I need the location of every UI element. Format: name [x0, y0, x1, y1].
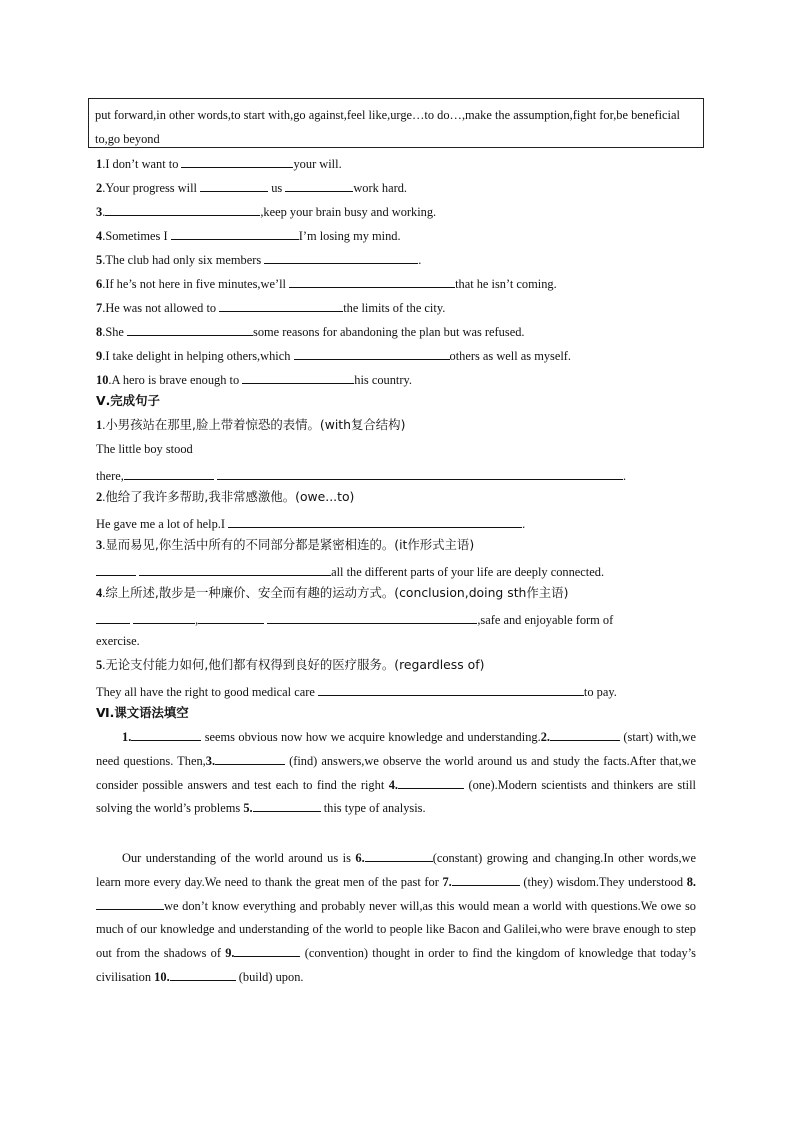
answer-blank[interactable] — [234, 944, 300, 957]
item-number: 6 — [96, 277, 103, 291]
blank-number: 3. — [205, 753, 216, 768]
p4-item-6: 6.If he’s not here in five minutes,we’ll that he isn’t coming. — [96, 277, 557, 291]
answer-blank[interactable] — [242, 371, 354, 384]
answer-blank[interactable] — [96, 897, 164, 910]
answer-blank[interactable] — [181, 155, 293, 168]
answer-blank[interactable] — [228, 515, 522, 528]
item-text: She — [105, 325, 127, 339]
item-text: work hard. — [353, 181, 408, 195]
answer-blank[interactable] — [198, 611, 264, 624]
item-number: 8 — [96, 325, 103, 339]
p5-item-1-prompt: 1.小男孩站在那里,脸上带着惊恐的表情。(with复合结构) — [96, 417, 406, 432]
answer-blank[interactable] — [170, 968, 236, 981]
passage-text: Our understanding of the world around us is — [122, 851, 356, 865]
answer-blank[interactable] — [96, 563, 136, 576]
answer-blank[interactable] — [294, 347, 450, 360]
blank-number: 9. — [225, 946, 235, 961]
p4-item-5: 5.The club had only six members . — [96, 253, 422, 267]
passage-text: seems obvious now how we acquire knowledge and understanding. — [201, 730, 541, 744]
blank-number: 1. — [122, 730, 132, 744]
item-text: I’m losing my mind. — [298, 229, 401, 243]
blank-number: 8. — [686, 874, 696, 889]
p5-item-1-line1: The little boy stood — [96, 442, 193, 456]
item-text: . — [622, 469, 627, 483]
item-text: Your progress will — [105, 181, 201, 195]
item-text: your will. — [293, 157, 342, 171]
p4-item-9: 9.I take delight in helping others,which others as well as myself. — [96, 349, 572, 363]
item-number: 10 — [96, 373, 109, 387]
chinese-prompt: 小男孩站在那里,脸上带着惊恐的表情。(with复合结构) — [105, 417, 406, 432]
answer-blank[interactable] — [550, 728, 620, 741]
p5-item-4-line1: , ,safe and enjoyable form of — [96, 611, 613, 626]
p4-item-8: 8.She some reasons for abandoning the plan but was refused. — [96, 325, 525, 339]
answer-blank[interactable] — [200, 179, 268, 192]
chinese-prompt: 综上所述,散步是一种廉价、安全而有趣的运动方式。(conclusion,doing sth作主语) — [105, 585, 569, 600]
answer-blank[interactable] — [171, 227, 299, 240]
item-text: . — [522, 517, 526, 531]
item-number: 4 — [96, 586, 103, 600]
p5-item-4-line2: exercise. — [96, 634, 140, 648]
p5-item-3-prompt: 3.显而易见,你生活中所有的不同部分都是紧密相连的。(it作形式主语) — [96, 537, 475, 552]
answer-blank[interactable] — [264, 251, 418, 264]
item-number: 2 — [96, 490, 103, 504]
passage-text: (one).Modern scientists and thinkers are still solving the world’s problems — [96, 777, 696, 816]
item-text: his country. — [354, 373, 412, 387]
answer-blank[interactable] — [105, 203, 260, 216]
answer-blank[interactable] — [267, 611, 477, 624]
answer-blank[interactable] — [215, 752, 285, 765]
answer-blank[interactable] — [127, 323, 253, 336]
item-text: A hero is brave enough to — [111, 373, 243, 387]
p4-item-2: 2.Your progress will us work hard. — [96, 181, 408, 195]
passage-text: (find) answers,we observe the world around us and study the facts.After that,we consider possible answers and test each to find the right — [96, 753, 697, 792]
item-text: ,safe and enjoyable form of — [477, 613, 614, 627]
p5-item-3-line1 — [96, 563, 604, 578]
passage-paragraph-2 — [96, 847, 696, 990]
passage-text: (build) upon. — [238, 969, 304, 984]
p5-item-2-line1 — [96, 515, 525, 530]
item-number: 5 — [96, 658, 103, 672]
chinese-prompt: 他给了我许多帮助,我非常感激他。(owe...to) — [105, 489, 355, 504]
answer-blank[interactable] — [289, 275, 455, 288]
blank-number: 6. — [355, 851, 365, 865]
p5-item-5-prompt: 5.无论支付能力如何,他们都有权得到良好的医疗服务。(regardless of) — [96, 657, 485, 672]
blank-number: 4. — [388, 777, 398, 792]
p4-item-7: 7.He was not allowed to the limits of the city. — [96, 301, 446, 315]
item-number: 5 — [96, 253, 103, 267]
p4-item-10: 10.A hero is brave enough to his country. — [96, 373, 412, 387]
passage-text: (they) wisdom.They understood — [519, 874, 687, 889]
chinese-prompt: 无论支付能力如何,他们都有权得到良好的医疗服务。(regardless of) — [105, 657, 485, 672]
word-bank-box — [88, 98, 704, 148]
p4-item-3: 3. ,keep your brain busy and working. — [96, 205, 437, 219]
item-text: the limits of the city. — [343, 301, 446, 315]
passage-text: (convention) thought in order to find the kingdom of knowledge that today’s civilisation — [96, 946, 696, 984]
answer-blank[interactable] — [318, 683, 584, 696]
passage-paragraph-1 — [96, 726, 696, 821]
p5-item-5-line1 — [96, 683, 617, 698]
item-number: 7 — [96, 301, 103, 315]
passage-text: this type of analysis. — [320, 801, 426, 816]
answer-blank[interactable] — [131, 728, 201, 741]
p4-item-4: 4.Sometimes I I’m losing my mind. — [96, 229, 401, 243]
item-text: all the different parts of your life are deeply connected. — [331, 565, 605, 579]
p4-item-1: 1.I don’t want to your will. — [96, 157, 342, 171]
item-number: 4 — [96, 229, 103, 243]
answer-blank[interactable] — [96, 611, 130, 624]
item-number: 2 — [96, 181, 103, 195]
item-number: 9 — [96, 349, 103, 363]
answer-blank[interactable] — [139, 563, 331, 576]
item-text: He was not allowed to — [105, 301, 220, 315]
item-text: some reasons for abandoning the plan but was refused. — [253, 325, 525, 339]
answer-blank[interactable] — [133, 611, 195, 624]
item-text: Sometimes I — [105, 229, 171, 243]
section-heading-6: Ⅵ.课文语法填空 — [96, 705, 189, 720]
passage-text: (constant) growing and changing.In other words,we learn more every day.We need to thank the great men of the past for — [96, 851, 696, 889]
item-text: us — [271, 181, 286, 195]
answer-blank[interactable] — [219, 299, 343, 312]
answer-blank[interactable] — [217, 467, 623, 480]
answer-blank[interactable] — [365, 849, 433, 862]
item-text: The club had only six members — [105, 253, 265, 267]
item-text: If he’s not here in five minutes,we’ll — [105, 277, 290, 291]
item-text: I take delight in helping others,which — [105, 349, 294, 363]
blank-number: 7. — [442, 874, 452, 889]
p5-item-1-line2 — [96, 467, 626, 482]
answer-blank[interactable] — [253, 799, 321, 812]
item-text: . — [418, 253, 422, 267]
item-text: ,keep your brain busy and working. — [260, 205, 437, 219]
item-text: others as well as myself. — [449, 349, 572, 363]
passage-text: (start) with,we need questions. Then, — [96, 730, 696, 768]
passage-text: we don’t know everything and probably never will,as this would mean a world with questions.We owe so much of our knowledge and understanding of the world to people like Bacon and Galilei,who were brave enough to step out from the shadows of — [96, 898, 696, 961]
chinese-prompt: 显而易见,你生活中所有的不同部分都是紧密相连的。(it作形式主语) — [105, 537, 475, 552]
item-text: to pay. — [583, 685, 617, 699]
blank-number: 10. — [154, 969, 170, 984]
answer-blank[interactable] — [452, 873, 520, 886]
blank-number: 5. — [243, 801, 253, 816]
item-number: 1 — [96, 157, 103, 171]
p5-item-4-prompt: 4.综上所述,散步是一种廉价、安全而有趣的运动方式。(conclusion,doing sth作主语) — [96, 585, 569, 600]
answer-blank[interactable] — [398, 776, 464, 789]
blank-number: 2. — [540, 730, 550, 744]
answer-blank[interactable] — [124, 467, 214, 480]
item-number: 1 — [96, 418, 103, 432]
item-number: 3 — [96, 205, 103, 219]
answer-blank[interactable] — [285, 179, 353, 192]
item-text: that he isn’t coming. — [455, 277, 557, 291]
item-text: I don’t want to — [105, 157, 182, 171]
section-heading-5: Ⅴ.完成句子 — [96, 393, 160, 408]
item-number: 3 — [96, 538, 103, 552]
word-bank-text: put forward,in other words,to start with,go against,feel like,urge…to do…,make the assumption,fight for,be beneficial to,go beyond — [95, 108, 680, 146]
p5-item-2-prompt: 2.他给了我许多帮助,我非常感激他。(owe...to) — [96, 489, 355, 504]
item-text: He gave me a lot of help.I — [96, 517, 229, 531]
item-text: there, — [96, 469, 124, 483]
item-text: They all have the right to good medical care — [96, 685, 318, 699]
